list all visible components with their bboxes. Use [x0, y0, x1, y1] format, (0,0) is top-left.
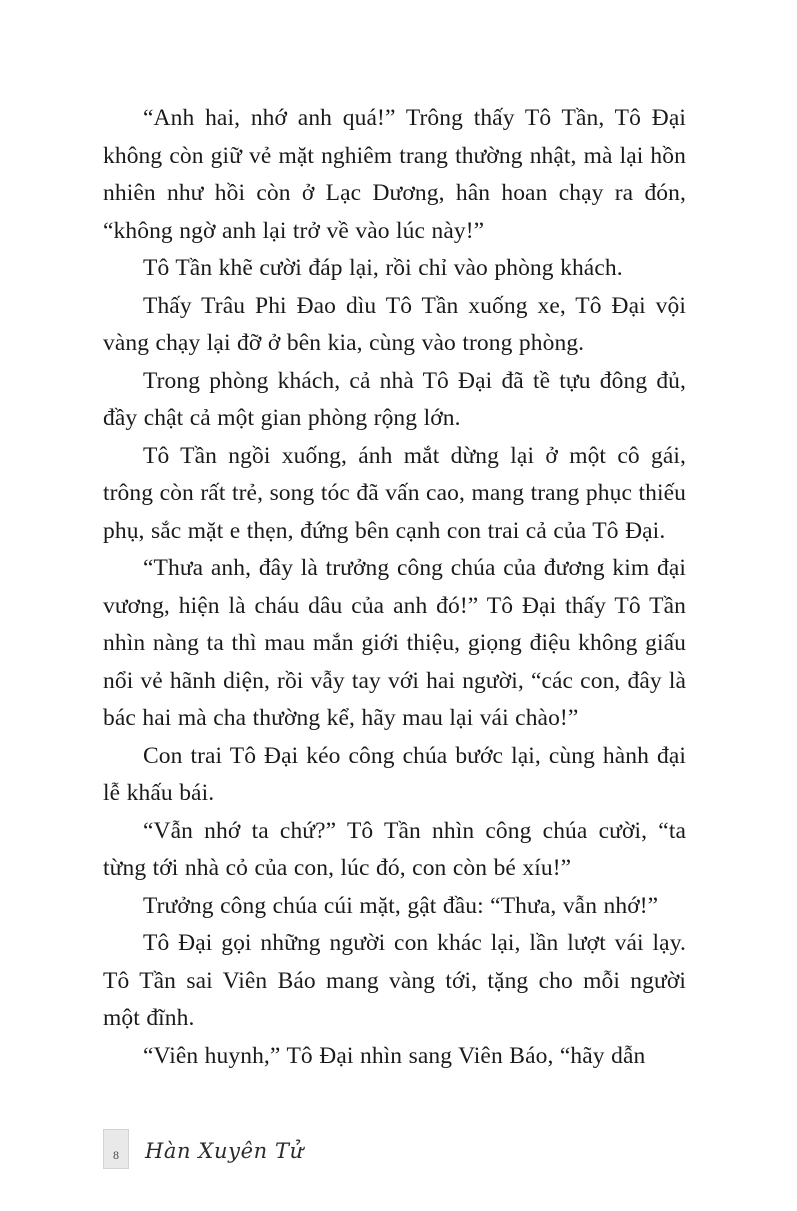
paragraph: “Anh hai, nhớ anh quá!” Trông thấy Tô Tần, Tô Đại không còn giữ vẻ mặt nghiêm trang thường nhật, mà lại hồn nhiên như hồi còn ở Lạc Dương, hân hoan chạy ra đón, “không ngờ anh lại trở về vào lúc này!” [103, 105, 686, 244]
paragraph: “Thưa anh, đây là trưởng công chúa của đương kim đại vương, hiện là cháu dâu của anh đó!” Tô Đại thấy Tô Tần nhìn nàng ta thì mau mắn giới thiệu, giọng điệu không giấu nổi vẻ hãnh diện, rồi vẫy tay với hai người, “các con, đây là bác hai mà cha thường kể, hãy mau lại vái chào!” [103, 555, 686, 731]
page-number: 8 [113, 1148, 119, 1162]
paragraph: Tô Đại gọi những người con khác lại, lần lượt vái lạy. Tô Tần sai Viên Báo mang vàng tới, tặng cho mỗi người một đĩnh. [103, 930, 686, 1031]
body-text-column [103, 100, 686, 1075]
paragraph: Tô Tần ngồi xuống, ánh mắt dừng lại ở một cô gái, trông còn rất trẻ, song tóc đã vấn cao, mang trang phục thiếu phụ, sắc mặt e thẹn, đứng bên cạnh con trai cả của Tô Đại. [103, 442, 686, 544]
paragraph: Trưởng công chúa cúi mặt, gật đầu: “Thưa, vẫn nhớ!” [143, 892, 659, 919]
page-footer [103, 1123, 703, 1169]
paragraph: “Viên huynh,” Tô Đại nhìn sang Viên Báo, “hãy dẫn [143, 1042, 646, 1069]
paragraph: Trong phòng khách, cả nhà Tô Đại đã tề tựu đông đủ, đầy chật cả một gian phòng rộng lớn. [103, 367, 686, 431]
running-book-title: Hàn Xuyên Tử [145, 1139, 304, 1163]
paragraph: “Vẫn nhớ ta chứ?” Tô Tần nhìn công chúa cười, “ta từng tới nhà cỏ của con, lúc đó, con còn bé xíu!” [103, 817, 686, 881]
paragraph: Con trai Tô Đại kéo công chúa bước lại, cùng hành đại lễ khấu bái. [103, 742, 686, 806]
paragraph: Thấy Trâu Phi Đao dìu Tô Tần xuống xe, Tô Đại vội vàng chạy lại đỡ ở bên kia, cùng vào trong phòng. [103, 292, 686, 356]
paragraph: Tô Tần khẽ cười đáp lại, rồi chỉ vào phòng khách. [143, 255, 623, 281]
